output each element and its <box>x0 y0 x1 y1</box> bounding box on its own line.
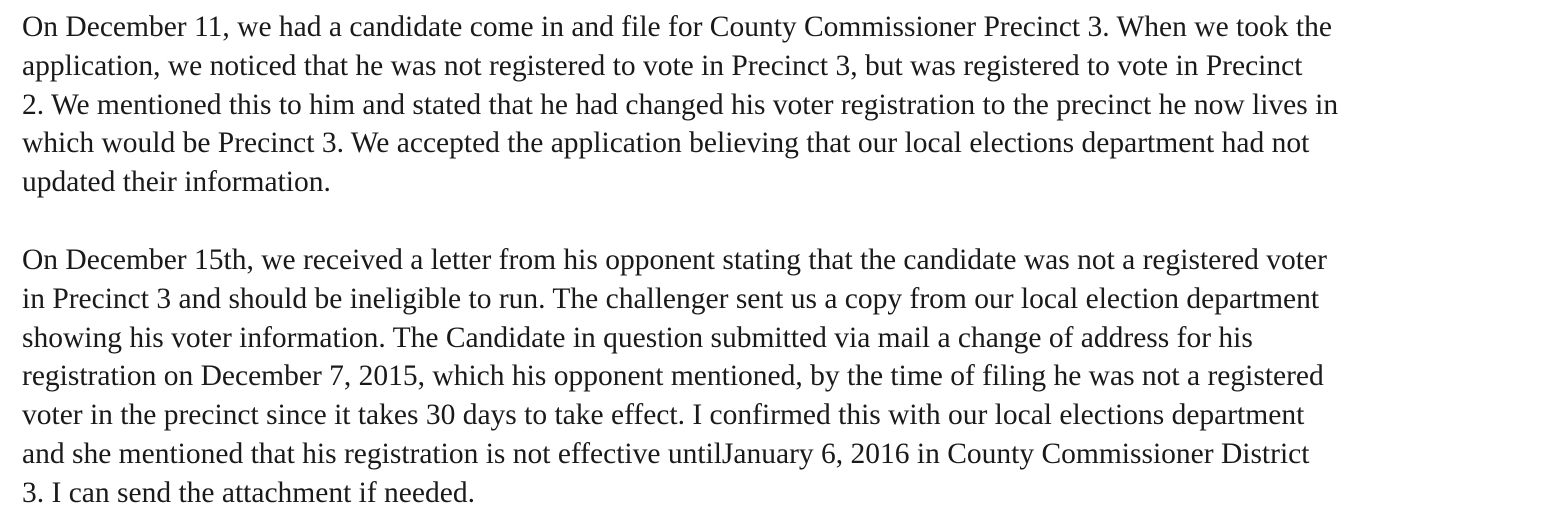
text-line: updated their information. <box>22 166 331 199</box>
text-line: in Precinct 3 and should be ineligible to run. The challenger sent us a copy from our local election department <box>22 282 1320 315</box>
text-line: On December 15th, we received a letter from his opponent stating that the candidate was not a registered voter <box>22 243 1327 276</box>
text-line: On December 11, we had a candidate come in and file for County Commissioner Precinct 3. When we took the <box>22 11 1332 43</box>
document-body <box>22 8 1542 513</box>
text-line: application, we noticed that he was not registered to vote in Precinct 3, but was registered to vote in Precinct <box>22 49 1303 82</box>
text-line: 2. We mentioned this to him and stated that he had changed his voter registration to the precinct he now lives in <box>22 88 1339 121</box>
text-line: voter in the precinct since it takes 30 days to take effect. I confirmed this with our local elections department <box>22 399 1305 432</box>
text-line: and she mentioned that his registration is not effective untilJanuary 6, 2016 in County Commissioner District <box>22 437 1310 470</box>
paragraph-candidate-filing <box>22 8 1542 202</box>
text-line: which would be Precinct 3. We accepted the application believing that our local elections department had not <box>22 127 1310 160</box>
text-line: registration on December 7, 2015, which his opponent mentioned, by the time of filing he was not a registered <box>22 360 1324 393</box>
text-line: showing his voter information. The Candidate in question submitted via mail a change of address for his <box>22 321 1253 354</box>
text-line: 3. I can send the attachment if needed. <box>22 476 475 509</box>
paragraph-opponent-challenge <box>22 241 1542 513</box>
